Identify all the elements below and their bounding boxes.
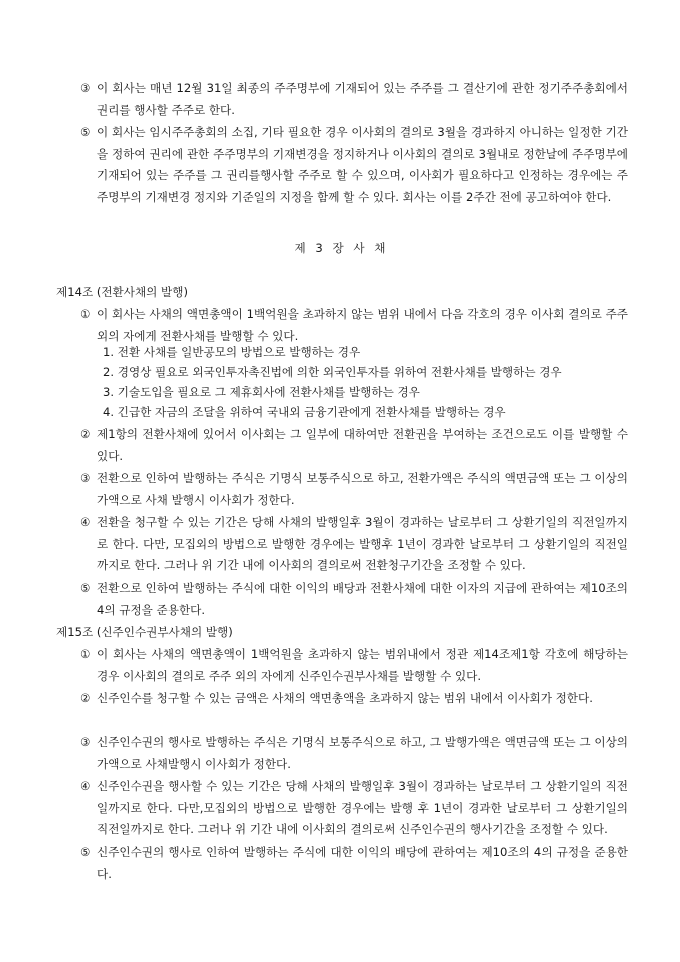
item-text: 제1항의 전환사채에 있어서 이사회는 그 일부에 대하여만 전환권을 부여하는 조건으로도 이를 발행할 수 있다. <box>97 427 628 463</box>
article-14-subitem-4: 4. 긴급한 자금의 조달을 위하여 국내외 금융기관에게 전환사채를 발행하는 경우 <box>103 405 506 419</box>
item-text: 이 회사는 매년 12월 31일 최종의 주주명부에 기재되어 있는 주주를 그 결산기에 관한 정기주주총회에서 권리를 행사할 주주로 한다. <box>97 81 628 117</box>
item-marker: ④ <box>80 515 91 529</box>
item-marker: ⑤ <box>80 845 91 859</box>
item-text: 신주인수권을 행사할 수 있는 기간은 당해 사채의 발행일후 3월이 경과하는 날로부터 그 상환기일의 직전일까지로 한다. 다만,모집외의 방법으로 발행한 경우에는 발행 후 1년이 경과한 날로부터 그 상환기일의 직전일까지로 한다. 그러나 위 기간 내에 이사회의 결의로써 신주인수권의 행사기간을 조정할 수 있다. <box>97 779 628 836</box>
item-marker: ③ <box>80 735 91 749</box>
item-marker: ① <box>80 647 91 661</box>
item-text: 신주인수권의 행사로 발행하는 주식은 기명식 보통주식으로 하고, 그 발행가액은 액면금액 또는 그 이상의 가액으로 사채발행시 이사회가 정한다. <box>97 735 628 771</box>
item-marker: ③ <box>80 81 91 95</box>
article-15-clause-5 <box>80 842 628 885</box>
item-text: 신주인수권의 행사로 인하여 발행하는 주식에 대한 이익의 배당에 관하여는 제10조의 4의 규정을 준용한다. <box>97 845 628 881</box>
item-text: 이 회사는 사채의 액면총액이 1백억원을 초과하지 않는 범위 내에서 다음 각호의 경우 이사회 결의로 주주외의 자에게 전환사채를 발행할 수 있다. <box>97 307 628 343</box>
article-14-subitem-2: 2. 경영상 필요로 외국인투자촉진법에 의한 외국인투자를 위하여 전환사채를 발행하는 경우 <box>103 365 562 379</box>
article-14-subitem-3: 3. 기술도입을 필요로 그 제휴회사에 전환사채를 발행하는 경우 <box>103 385 420 399</box>
article-14-clause-5 <box>80 578 628 621</box>
item-marker: ⑤ <box>80 581 91 595</box>
article-14-clause-3 <box>80 468 628 511</box>
article-14-title: 제14조 (전환사채의 발행) <box>56 285 188 299</box>
paragraph-record-date <box>80 78 628 121</box>
item-marker: ⑤ <box>80 125 91 139</box>
article-14-clause-1 <box>80 304 628 347</box>
article-15-clause-3 <box>80 732 628 775</box>
item-text: 이 회사는 사채의 액면총액이 1백억원을 초과하지 않는 범위내에서 정관 제14조제1항 각호에 해당하는 경우 이사회의 결의로 주주 외의 자에게 신주인수권부사채를 발행할 수 있다. <box>97 647 628 683</box>
article-14-clause-4 <box>80 512 628 577</box>
paragraph-shareholder-register <box>80 122 628 208</box>
item-text: 전환으로 인하여 발행하는 주식은 기명식 보통주식으로 하고, 전환가액은 주식의 액면금액 또는 그 이상의 가액으로 사채 발행시 이사회가 정한다. <box>97 471 628 507</box>
item-marker: ① <box>80 307 91 321</box>
item-text: 전환으로 인하여 발행하는 주식에 대한 이익의 배당과 전환사채에 대한 이자의 지급에 관하여는 제10조의 4의 규정을 준용한다. <box>97 581 628 617</box>
article-15-clause-1 <box>80 644 628 687</box>
article-14-clause-2 <box>80 424 628 467</box>
item-text: 신주인수를 청구할 수 있는 금액은 사채의 액면총액을 초과하지 않는 범위 내에서 이사회가 정한다. <box>97 691 593 705</box>
item-text: 이 회사는 임시주주총회의 소집, 기타 필요한 경우 이사회의 결의로 3월을 경과하지 아니하는 일정한 기간을 정하여 권리에 관한 주주명부의 기재변경을 정지하거나 이사회의 결의로 3월내로 정한날에 주주명부에 기재되어 있는 주주를 그 권리를행사할 주주로 할 수 있으며, 이사회가 필요하다고 인정하는 경우에는 주주명부의 기재변경 정지와 기준일의 지정을 함께 할 수 있다. 회사는 이를 2주간 전에 공고하여야 한다. <box>97 125 628 204</box>
article-15-clause-4 <box>80 776 628 841</box>
article-15-clause-2 <box>80 688 628 710</box>
item-marker: ④ <box>80 779 91 793</box>
item-marker: ② <box>80 427 91 441</box>
item-marker: ③ <box>80 471 91 485</box>
article-14-subitem-1: 1. 전환 사채를 일반공모의 방법으로 발행하는 경우 <box>103 345 361 359</box>
item-text: 전환을 청구할 수 있는 기간은 당해 사채의 발행일후 3월이 경과하는 날로부터 그 상환기일의 직전일까지로 한다. 다만, 모집외의 방법으로 발행한 경우에는 발행후 1년이 경과한 날로부터 그 상환기일의 직전일 까지로 한다. 그러나 위 기간 내에 이사회의 결의로써 전환청구기간을 조정할 수 있다. <box>97 515 628 572</box>
item-marker: ② <box>80 691 91 705</box>
article-15-title: 제15조 (신주인수권부사채의 발행) <box>56 625 233 639</box>
chapter-heading: 제 3 장 사 채 <box>294 241 386 255</box>
